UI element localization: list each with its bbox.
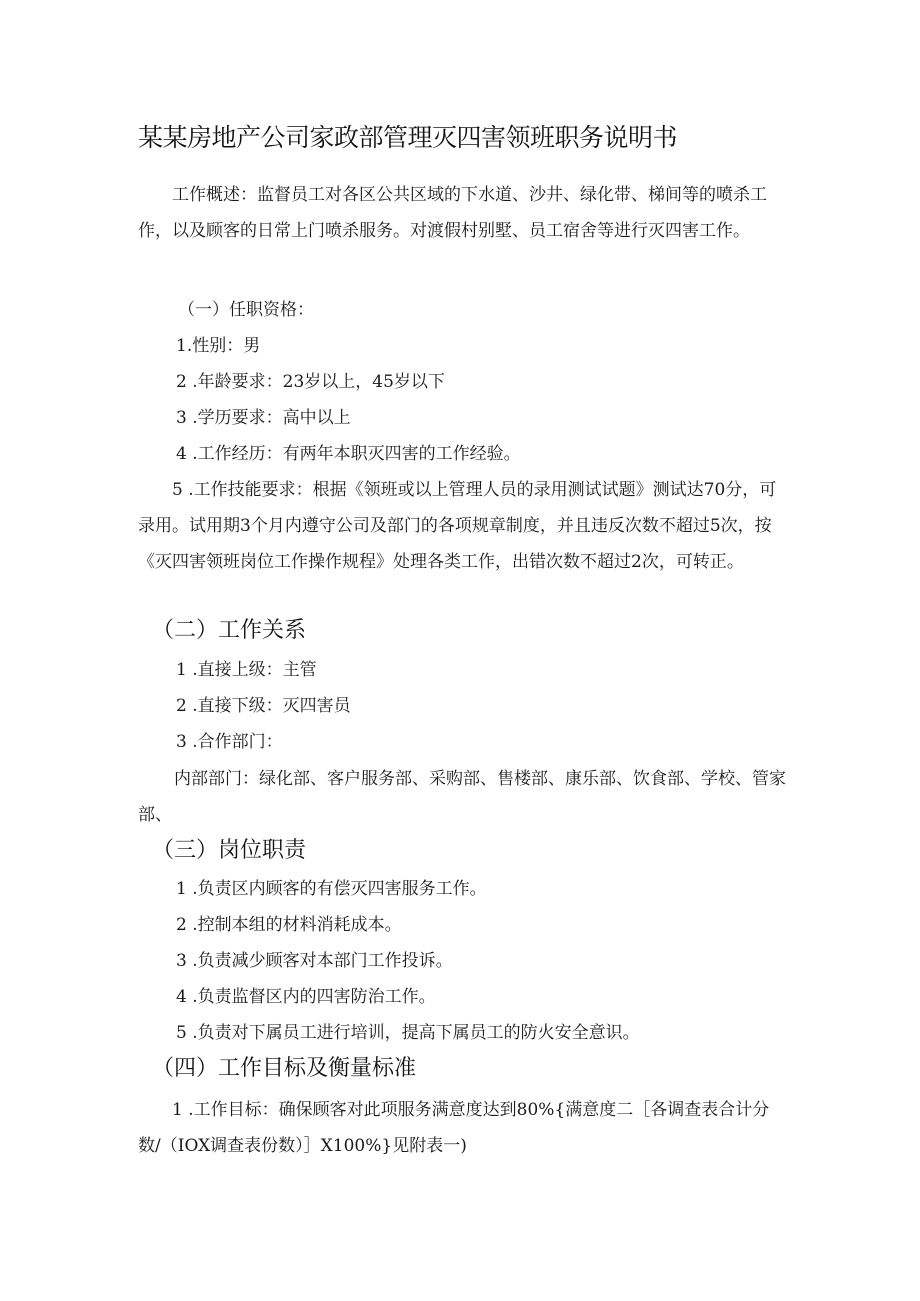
s4-item-1: 1 .工作目标：确保顾客对此项服务满意度达到80%{满意度二［各调查表合计分数/（IOX调查表份数）］X100%}见附表一) xyxy=(138,1100,770,1156)
s1-item-5: 5 .工作技能要求：根据《领班或以上管理人员的录用测试试题》测试达70分，可录用。试用期3个月内遵守公司及部门的各项规章制度，并且违反次数不超过5次，按《灭四害领班岗位工作操作规程》处理各类工作，出错次数不超过2次，可转正。 xyxy=(138,480,777,572)
section-4-heading: （四）工作目标及衡量标准 xyxy=(152,1056,417,1081)
s2-internal-departments: 内部部门：绿化部、客户服务部、采购部、售楼部、康乐部、饮食部、学校、管家部、 xyxy=(138,769,786,825)
s3-item-5: 5 .负责对下属员工进行培训，提高下属员工的防火安全意识。 xyxy=(176,1023,640,1043)
s2-item-3: 3 .合作部门： xyxy=(176,732,283,752)
s1-item-2: 2 .年龄要求：23岁以上，45岁以下 xyxy=(176,372,445,392)
s1-item-1: 1.性别：男 xyxy=(176,336,261,356)
s2-item-2: 2 .直接下级：灭四害员 xyxy=(176,696,351,716)
s1-item-3: 3 .学历要求：高中以上 xyxy=(176,408,351,428)
s3-item-2: 2 .控制本组的材料消耗成本。 xyxy=(176,915,402,935)
s3-item-4: 4 .负责监督区内的四害防治工作。 xyxy=(176,987,436,1007)
overview-paragraph: 工作概述：监督员工对各区公共区域的下水道、沙井、绿化带、梯间等的喷杀工作，以及顾客的日常上门喷杀服务。对渡假村别墅、员工宿舍等进行灭四害工作。 xyxy=(138,185,767,241)
s2-item-1: 1 .直接上级：主管 xyxy=(176,660,317,680)
section-1-heading: （一）任职资格： xyxy=(178,300,314,320)
s3-item-3: 3 .负责减少顾客对本部门工作投诉。 xyxy=(176,951,453,971)
section-3-heading: （三）岗位职责 xyxy=(152,838,307,863)
s1-item-4: 4 .工作经历：有两年本职灭四害的工作经验。 xyxy=(176,444,521,464)
s3-item-1: 1 .负责区内顾客的有偿灭四害服务工作。 xyxy=(176,879,487,899)
section-2-heading: （二）工作关系 xyxy=(152,618,307,643)
document-title: 某某房地产公司家政部管理灭四害领班职务说明书 xyxy=(138,123,678,152)
